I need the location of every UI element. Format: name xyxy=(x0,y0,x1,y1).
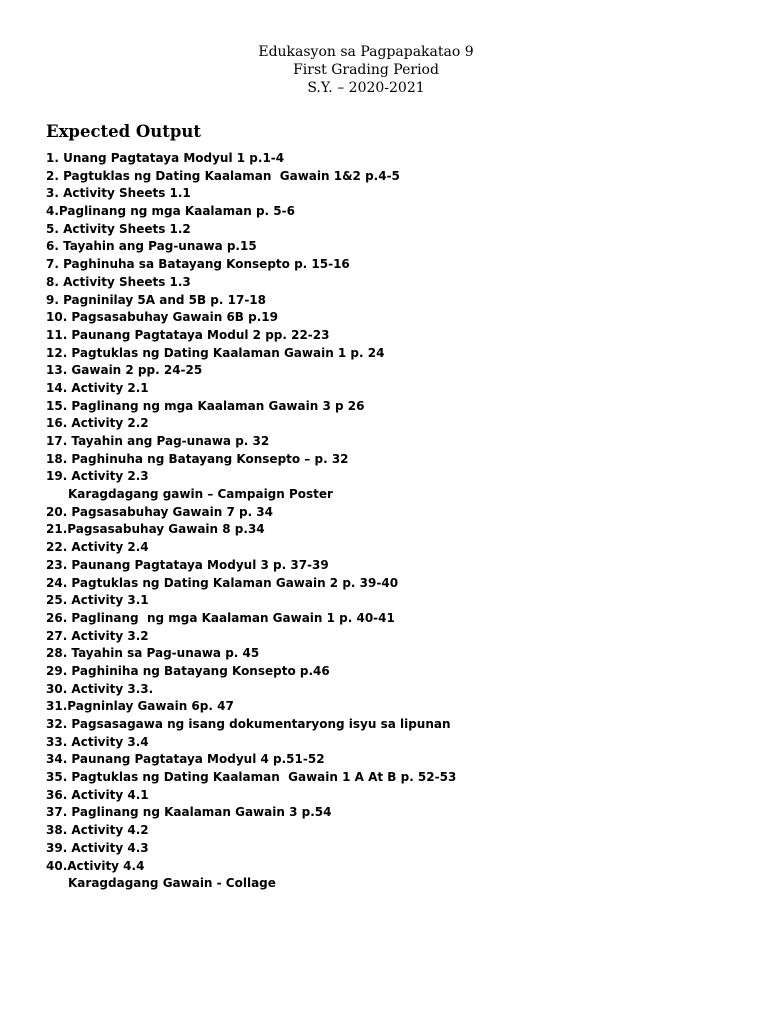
list-item: 3. Activity Sheets 1.1 xyxy=(46,186,191,201)
grading-period: First Grading Period xyxy=(293,62,439,78)
list-item: 24. Pagtuklas ng Dating Kalaman Gawain 2 p. 39-40 xyxy=(46,575,399,590)
section-title: Expected Output xyxy=(46,122,202,141)
list-item: 18. Paghinuha ng Batayang Konsepto – p. 32 xyxy=(46,451,349,466)
list-item: 15. Paglinang ng mga Kaalaman Gawain 3 p 26 xyxy=(46,398,365,413)
list-item: 12. Pagtuklas ng Dating Kaalaman Gawain 1 p. 24 xyxy=(46,345,385,360)
list-item: 14. Activity 2.1 xyxy=(46,380,149,395)
list-item: 16. Activity 2.2 xyxy=(46,416,149,431)
school-year: S.Y. – 2020-2021 xyxy=(307,80,425,96)
list-item: 40.Activity 4.4 xyxy=(46,858,145,873)
list-item: 2. Pagtuklas ng Dating Kaalaman Gawain 1&2 p.4-5 xyxy=(46,168,400,183)
list-item: 20. Pagsasabuhay Gawain 7 p. 34 xyxy=(46,504,273,519)
list-item: 21.Pagsasabuhay Gawain 8 p.34 xyxy=(46,522,265,537)
list-item: 34. Paunang Pagtataya Modyul 4 p.51-52 xyxy=(46,752,325,767)
list-item: 28. Tayahin sa Pag-unawa p. 45 xyxy=(46,646,260,661)
list-item: 33. Activity 3.4 xyxy=(46,734,149,749)
list-item: 17. Tayahin ang Pag-unawa p. 32 xyxy=(46,434,270,448)
list-item: 6. Tayahin ang Pag-unawa p.15 xyxy=(46,239,257,254)
list-item: 1. Unang Pagtataya Modyul 1 p.1-4 xyxy=(46,151,285,165)
subject-title: Edukasyon sa Pagpapakatao 9 xyxy=(258,44,474,60)
list-subitem: Karagdagang Gawain - Collage xyxy=(68,876,276,891)
list-item: 4.Paglinang ng mga Kaalaman p. 5-6 xyxy=(46,204,295,219)
list-item: 7. Paghinuha sa Batayang Konsepto p. 15-16 xyxy=(46,257,350,272)
list-item: 38. Activity 4.2 xyxy=(46,823,149,838)
list-item: 32. Pagsasagawa ng isang dokumentaryong isyu sa lipunan xyxy=(46,717,451,731)
list-item: 27. Activity 3.2 xyxy=(46,628,149,643)
list-item: 37. Paglinang ng Kaalaman Gawain 3 p.54 xyxy=(46,805,332,820)
document-header xyxy=(0,43,732,97)
list-item: 9. Pagninilay 5A and 5B p. 17-18 xyxy=(46,292,267,307)
list-item: 30. Activity 3.3. xyxy=(46,681,154,696)
list-item: 22. Activity 2.4 xyxy=(46,540,149,555)
list-item: 29. Paghiniha ng Batayang Konsepto p.46 xyxy=(46,663,330,678)
list-item: 5. Activity Sheets 1.2 xyxy=(46,221,191,236)
expected-output-list xyxy=(46,150,456,893)
list-item: 39. Activity 4.3 xyxy=(46,840,149,855)
list-subitem: Karagdagang gawin – Campaign Poster xyxy=(68,487,333,502)
list-item: 10. Pagsasabuhay Gawain 6B p.19 xyxy=(46,310,278,325)
list-item: 36. Activity 4.1 xyxy=(46,787,149,802)
list-item: 31.Pagninlay Gawain 6p. 47 xyxy=(46,699,234,714)
list-item: 26. Paglinang ng mga Kaalaman Gawain 1 p. 40-41 xyxy=(46,610,395,625)
list-item: 35. Pagtuklas ng Dating Kaalaman Gawain 1 A At B p. 52-53 xyxy=(46,770,457,785)
list-item: 19. Activity 2.3 xyxy=(46,469,149,484)
list-item: 13. Gawain 2 pp. 24-25 xyxy=(46,363,203,378)
list-item: 8. Activity Sheets 1.3 xyxy=(46,274,191,289)
list-item: 23. Paunang Pagtataya Modyul 3 p. 37-39 xyxy=(46,557,329,572)
list-item: 11. Paunang Pagtataya Modul 2 pp. 22-23 xyxy=(46,327,330,342)
list-item: 25. Activity 3.1 xyxy=(46,593,149,608)
